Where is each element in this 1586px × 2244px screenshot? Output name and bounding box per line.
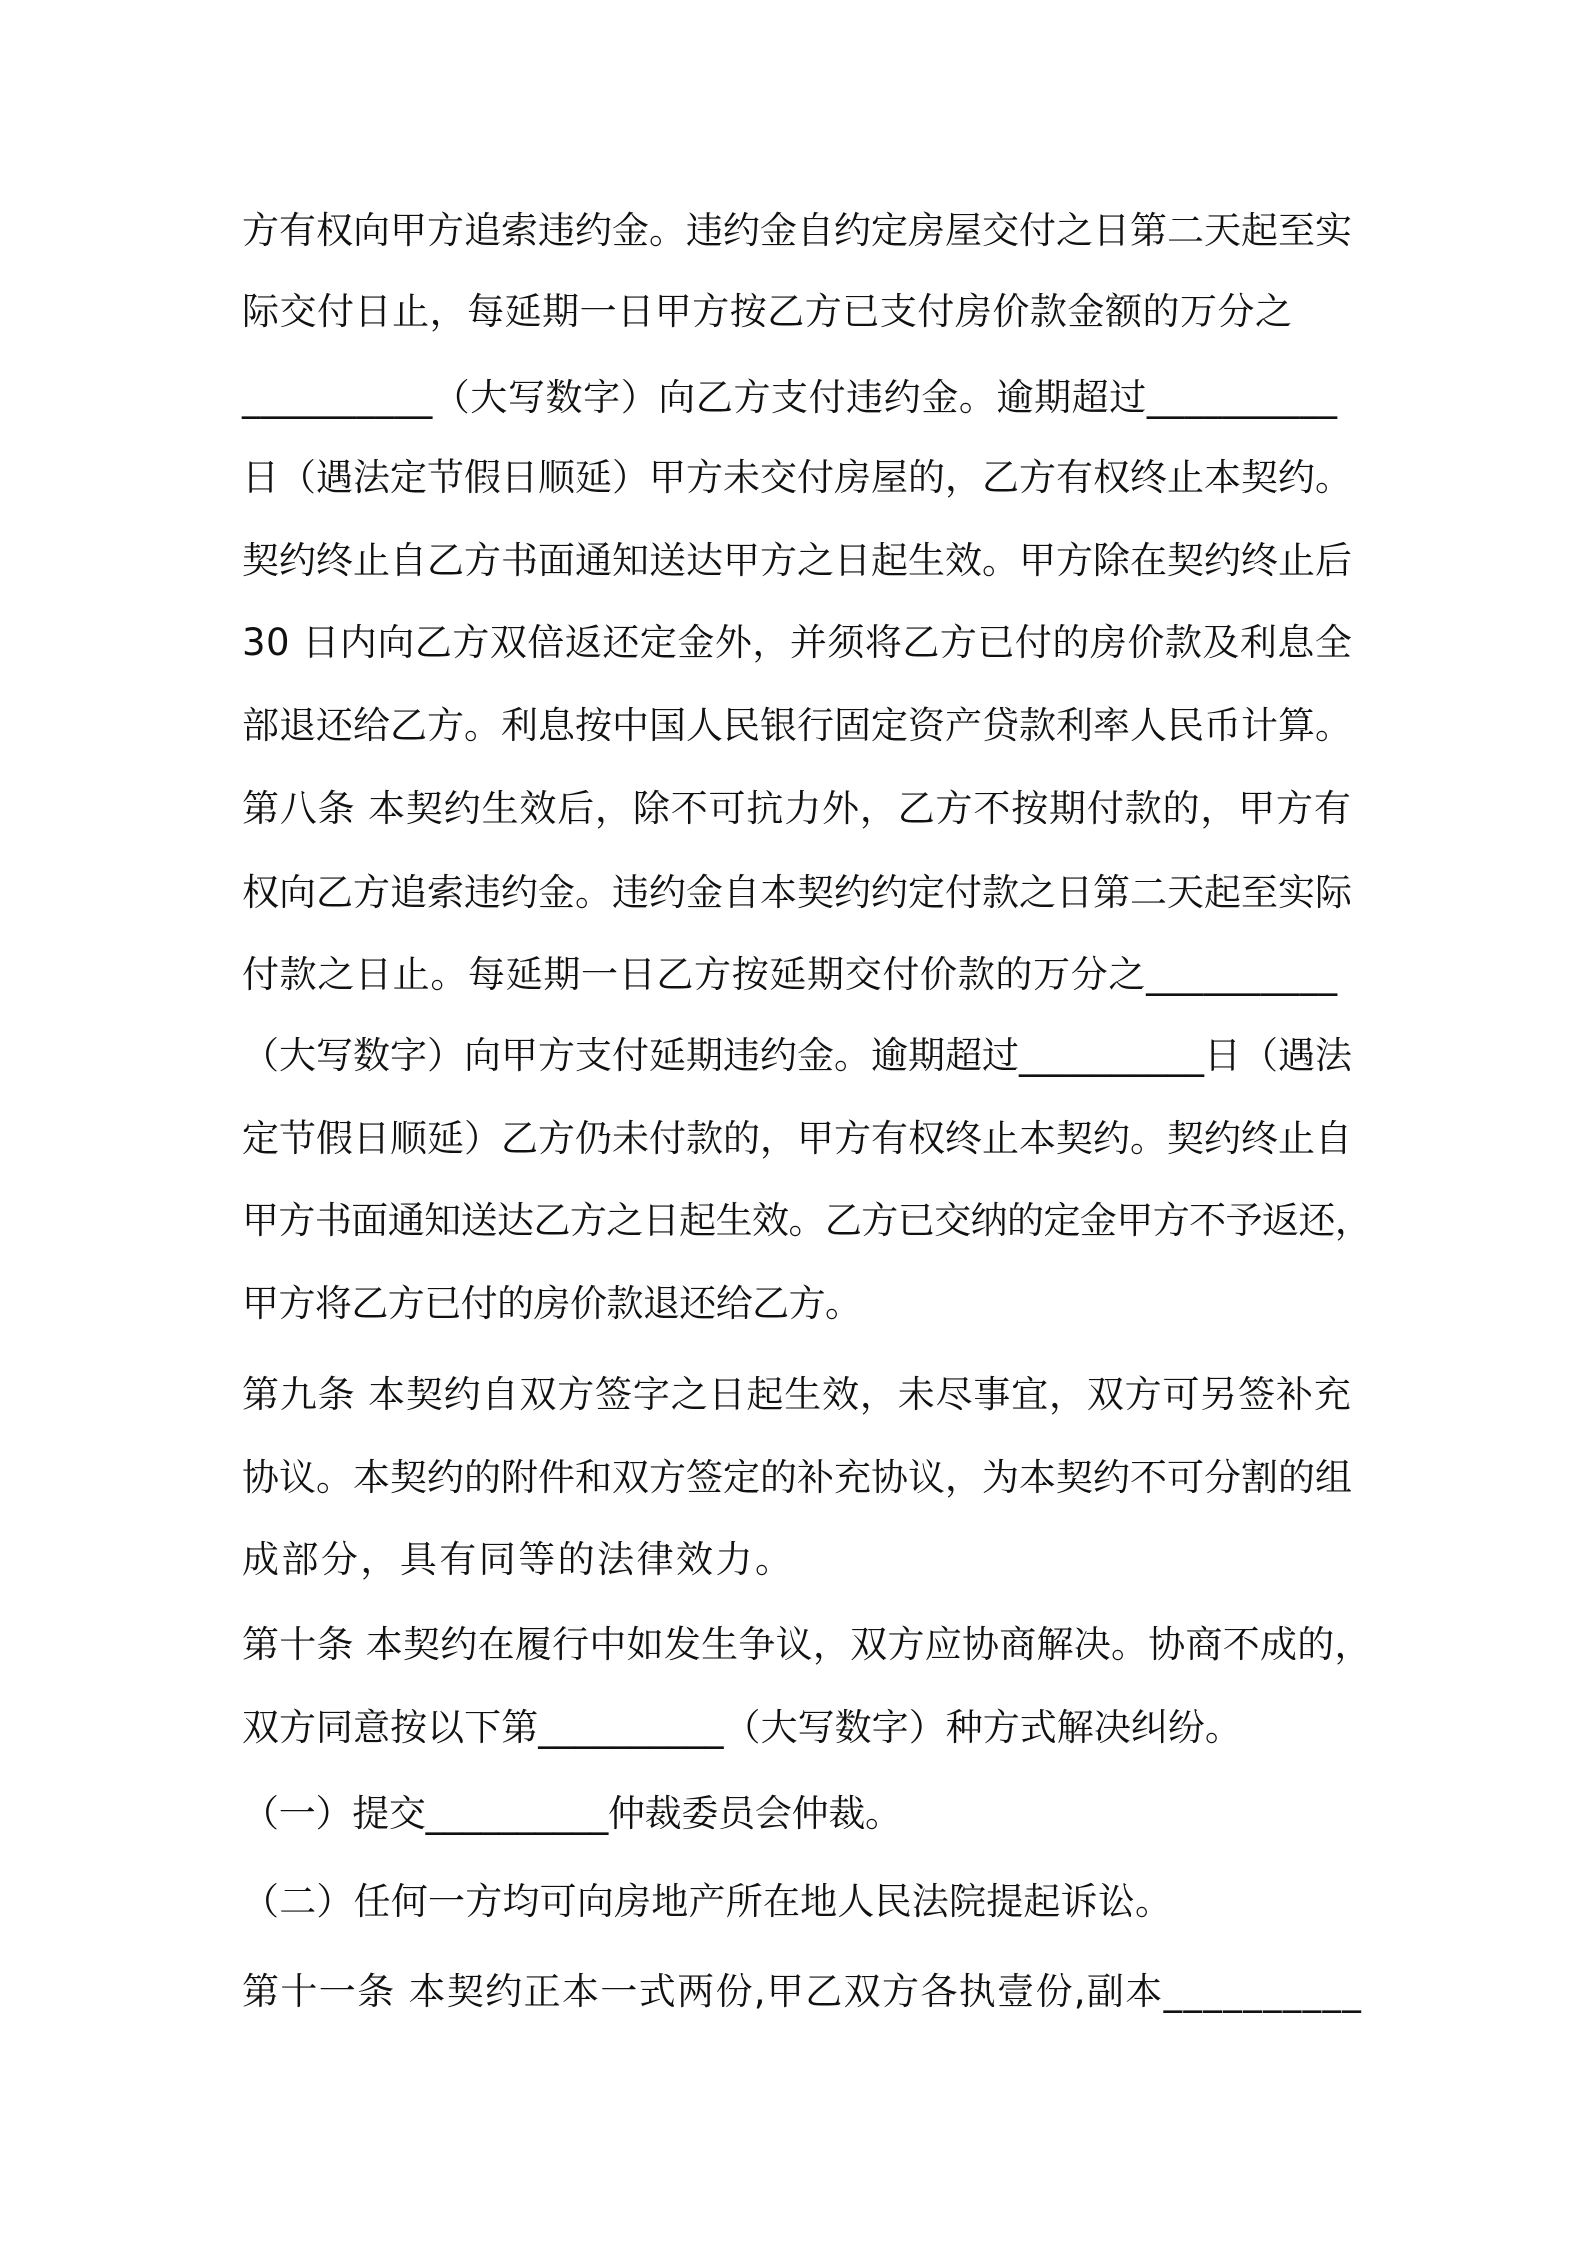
text-line: （大写数字）向甲方支付延期违约金。逾期超过__________日（遇法 xyxy=(242,1034,1352,1077)
text-line: 日（遇法定节假日顺延）甲方未交付房屋的，乙方有权终止本契约。 xyxy=(242,456,1352,499)
text-line: 部退还给乙方。利息按中国人民银行固定资产贷款利率人民币计算。 xyxy=(242,704,1352,747)
text-line: 第十条 本契约在履行中如发生争议，双方应协商解决。协商不成的， xyxy=(242,1623,1372,1666)
text-line: 双方同意按以下第__________（大写数字）种方式解决纠纷。 xyxy=(242,1706,1242,1749)
text-line: 定节假日顺延）乙方仍未付款的，甲方有权终止本契约。契约终止自 xyxy=(242,1117,1352,1160)
text-line: 第十一条 本契约正本一式两份,甲乙双方各执壹份,副本__________ xyxy=(242,1970,1363,2013)
text-line: 成部分，具有同等的法律效力。 xyxy=(242,1538,795,1581)
text-line: 付款之日止。每延期一日乙方按延期交付价款的万分之__________ xyxy=(242,953,1338,996)
text-line: 契约终止自乙方书面通知送达甲方之日起生效。甲方除在契约终止后 xyxy=(242,539,1352,582)
text-line: （一）提交__________仲裁委员会仲裁。 xyxy=(242,1792,902,1835)
text-line: __________（大写数字）向乙方支付违约金。逾期超过__________ xyxy=(242,376,1338,419)
text-line: 甲方书面通知送达乙方之日起生效。乙方已交纳的定金甲方不予返还， xyxy=(242,1199,1372,1242)
text-line: 30 日内向乙方双倍返还定金外，并须将乙方已付的房价款及利息全 xyxy=(242,621,1353,664)
text-line: 方有权向甲方追索违约金。违约金自约定房屋交付之日第二天起至实 xyxy=(242,209,1352,252)
text-line: 第九条 本契约自双方签字之日起生效，未尽事宜，双方可另签补充 xyxy=(242,1373,1352,1416)
text-line: 权向乙方追索违约金。违约金自本契约约定付款之日第二天起至实际 xyxy=(242,871,1352,914)
text-line: 协议。本契约的附件和双方签定的补充协议，为本契约不可分割的组 xyxy=(242,1456,1352,1499)
text-line: 际交付日止，每延期一日甲方按乙方已支付房价款金额的万分之 xyxy=(242,290,1293,333)
text-line: 第八条 本契约生效后，除不可抗力外，乙方不按期付款的，甲方有 xyxy=(242,787,1352,830)
text-line: 甲方将乙方已付的房价款退还给乙方。 xyxy=(242,1282,862,1325)
text-line: （二）任何一方均可向房地产所在地人民法院提起诉讼。 xyxy=(242,1880,1173,1923)
